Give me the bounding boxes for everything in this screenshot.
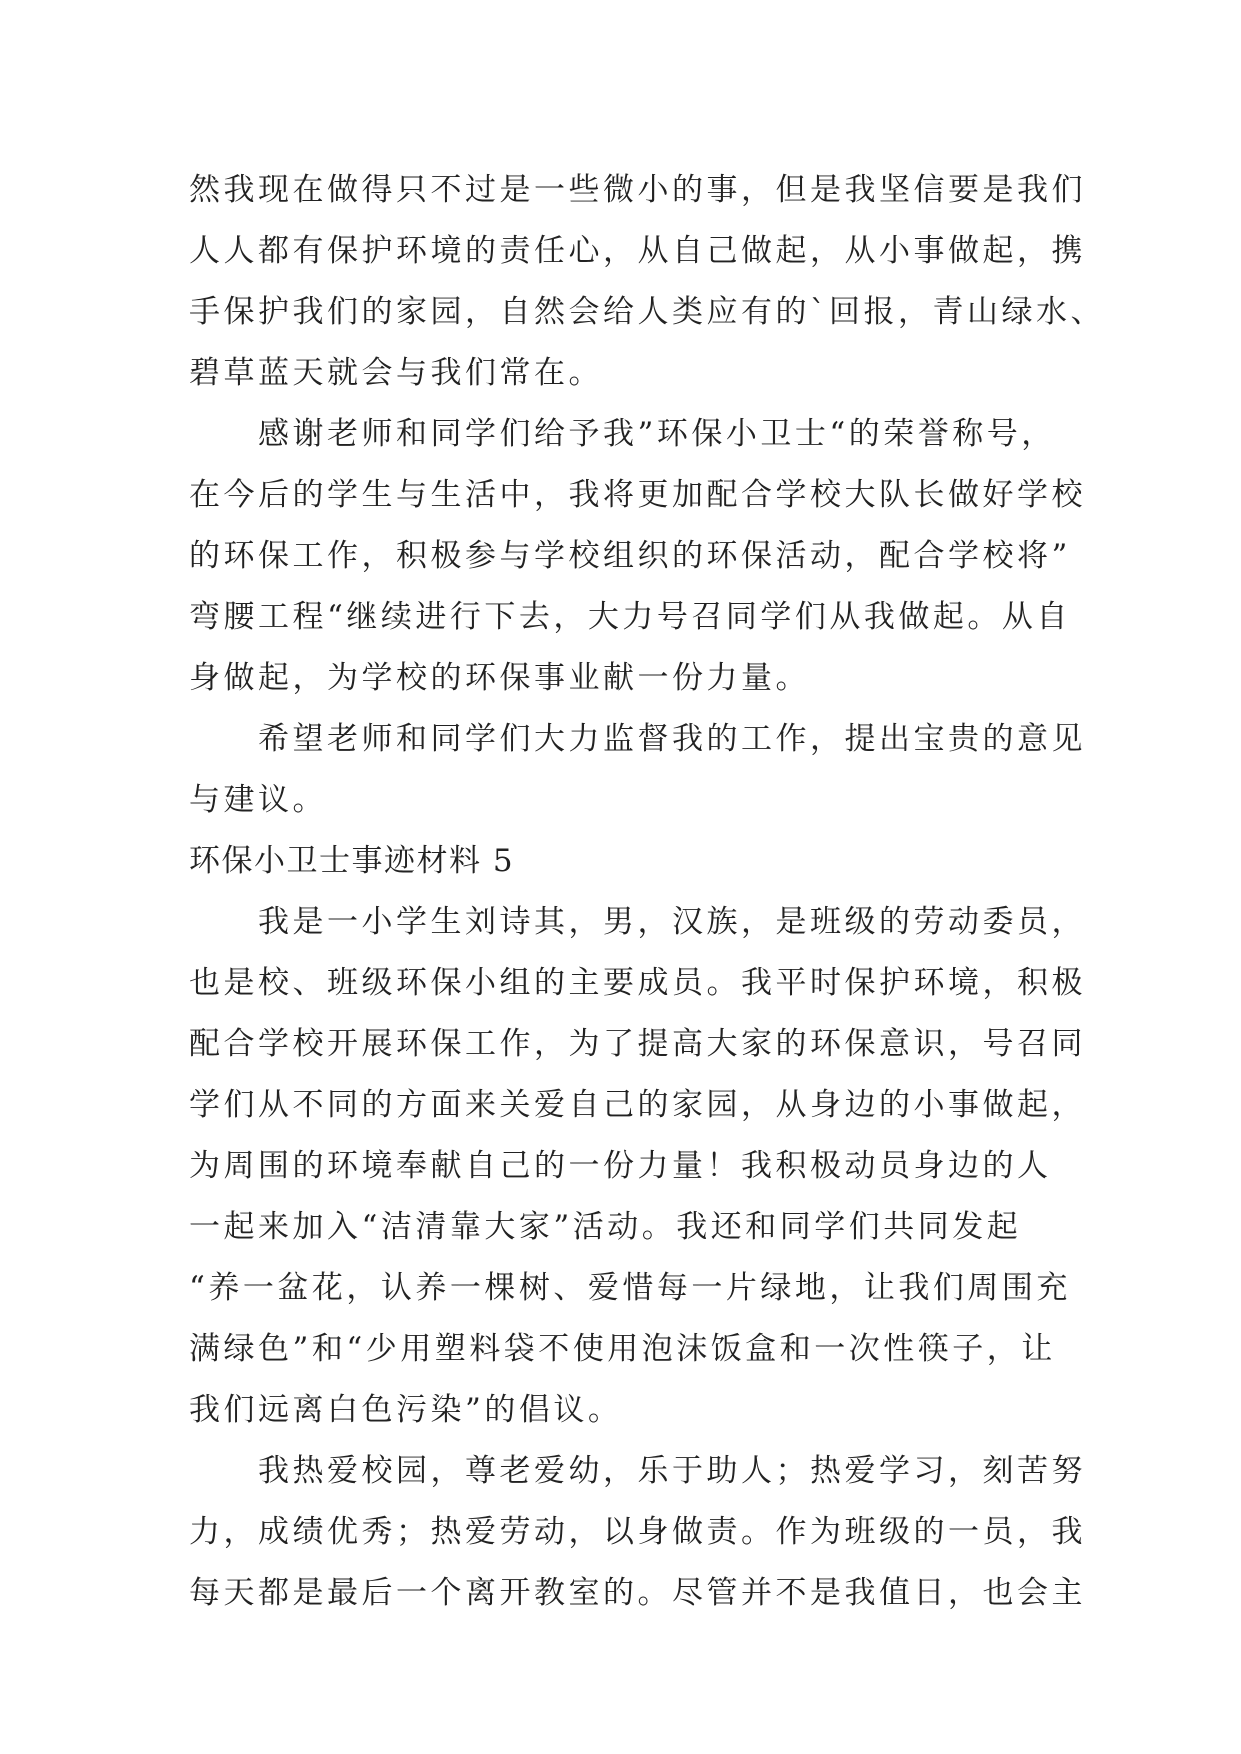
text-line: 每天都是最后一个离开教室的。尽管并不是我值日，也会主	[189, 1575, 1086, 1611]
text-line: 在今后的学生与生活中，我将更加配合学校大队长做好学校	[189, 477, 1086, 513]
paragraph-3	[189, 709, 1086, 831]
text-line: 的环保工作，积极参与学校组织的环保活动，配合学校将”	[189, 538, 1071, 574]
text-line: 学们从不同的方面来关爱自己的家园，从身边的小事做起，	[189, 1087, 1086, 1123]
text-line: 弯腰工程“继续进行下去，大力号召同学们从我做起。从自	[189, 599, 1071, 635]
paragraph-1	[189, 160, 1105, 404]
text-line: 人人都有保护环境的责任心，从自己做起，从小事做起，携	[189, 233, 1086, 269]
text-line: 满绿色”和“少用塑料袋不使用泡沫饭盒和一次性筷子，让	[189, 1331, 1056, 1367]
section-heading	[189, 831, 1069, 892]
text-line: 我是一小学生刘诗其，男，汉族，是班级的劳动委员，	[189, 904, 1086, 940]
paragraph-2	[189, 404, 1086, 709]
text-line: “养一盆花，认养一棵树、爱惜每一片绿地，让我们周围充	[189, 1270, 1071, 1306]
text-line: 身做起，为学校的环保事业献一份力量。	[189, 660, 810, 696]
section-title: 环保小卫士事迹材料 5	[189, 843, 515, 879]
text-line: 为周围的环境奉献自己的一份力量！我积极动员身边的人	[189, 1148, 1052, 1184]
text-line: 配合学校开展环保工作，为了提高大家的环保意识，号召同	[189, 1026, 1086, 1062]
document-body	[189, 160, 1105, 1624]
text-line: 手保护我们的家园，自然会给人类应有的`回报，青山绿水、	[189, 294, 1105, 330]
text-line: 碧草蓝天就会与我们常在。	[189, 355, 603, 391]
text-line: 我热爱校园，尊老爱幼，乐于助人；热爱学习，刻苦努	[189, 1453, 1086, 1489]
text-line: 也是校、班级环保小组的主要成员。我平时保护环境，积极	[189, 965, 1086, 1001]
paragraph-5	[189, 1441, 1086, 1624]
text-line: 我们远离白色污染”的倡议。	[189, 1392, 623, 1428]
paragraph-4	[189, 892, 1086, 1441]
text-line: 一起来加入“洁清靠大家”活动。我还和同学们共同发起	[189, 1209, 1022, 1245]
text-line: 力，成绩优秀；热爱劳动，以身做责。作为班级的一员，我	[189, 1514, 1086, 1550]
text-line: 希望老师和同学们大力监督我的工作，提出宝贵的意见	[189, 721, 1086, 757]
text-line: 然我现在做得只不过是一些微小的事，但是我坚信要是我们	[189, 172, 1086, 208]
text-line: 感谢老师和同学们给予我”环保小卫士“的荣誉称号，	[189, 416, 1056, 452]
text-line: 与建议。	[189, 782, 327, 818]
